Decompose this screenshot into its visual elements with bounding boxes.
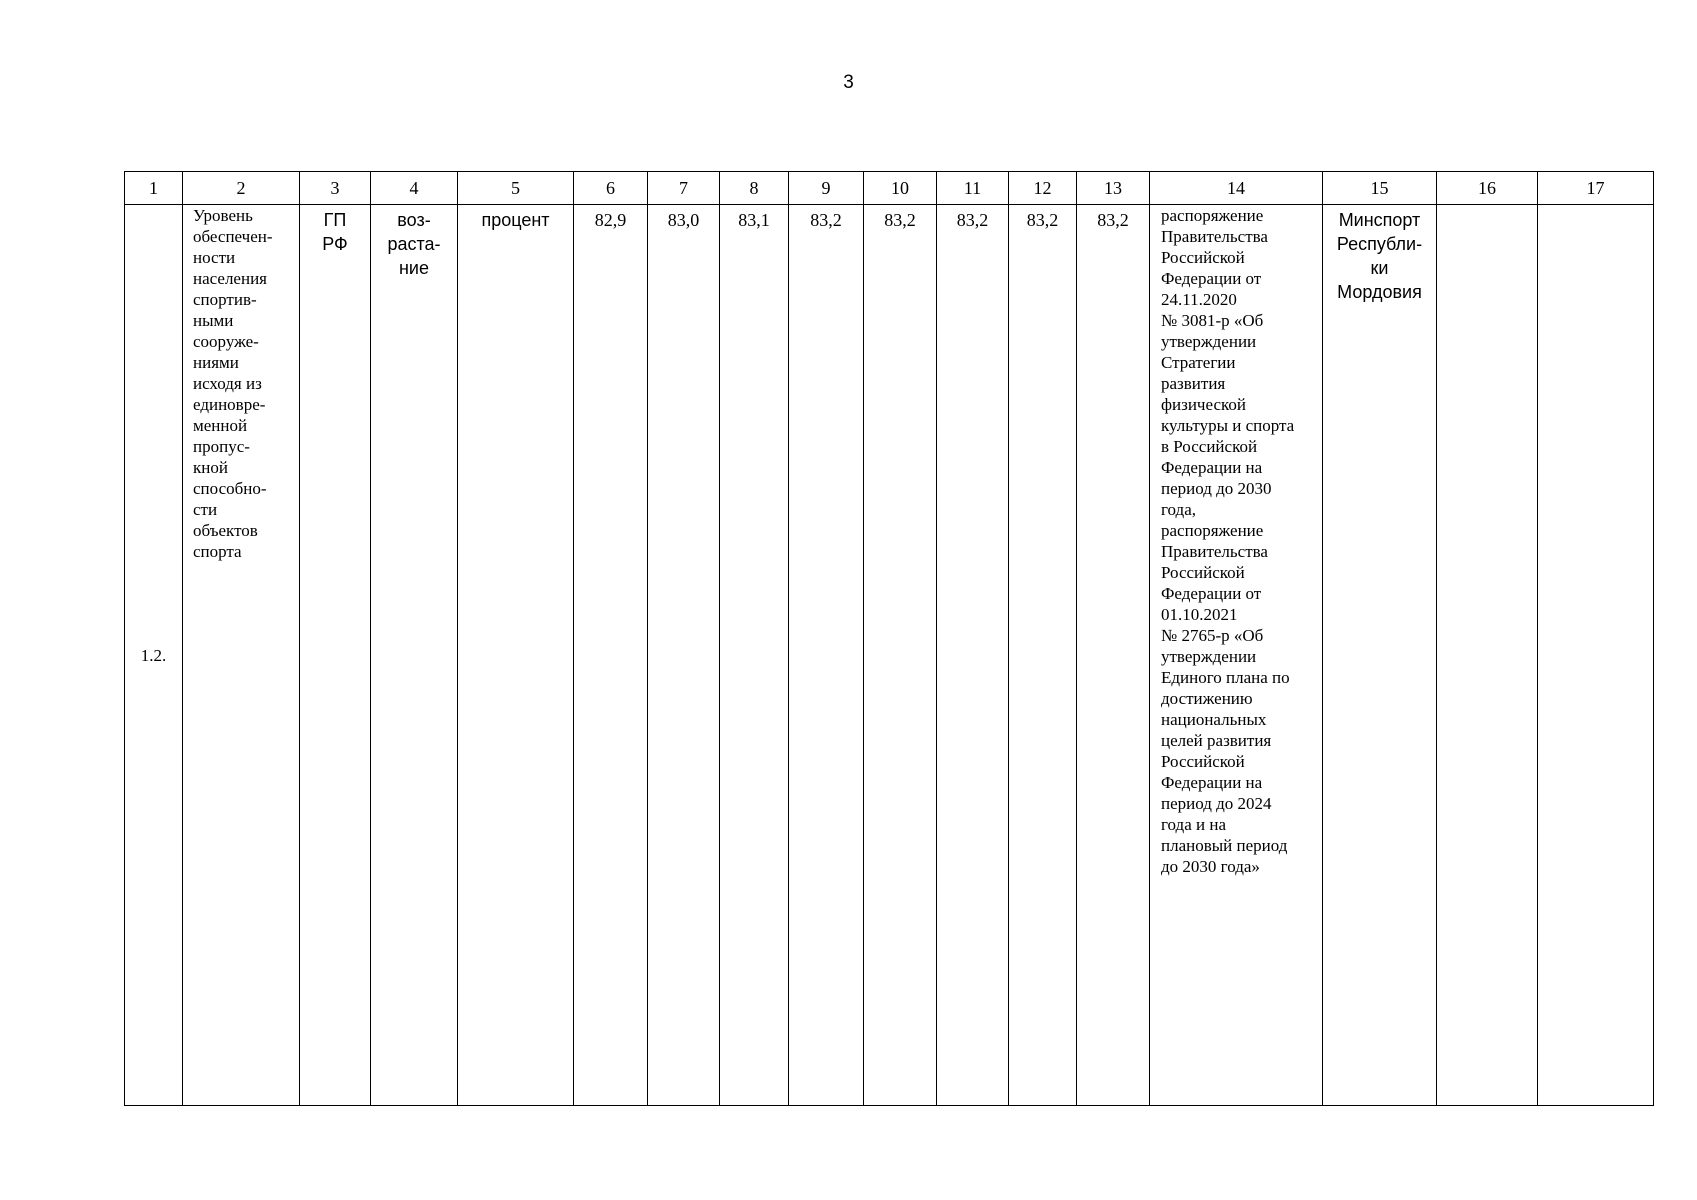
value: 83,0	[667, 210, 700, 230]
header-cell: 6	[574, 172, 648, 205]
value-cell	[789, 205, 864, 1106]
header-cell: 4	[371, 172, 458, 205]
indicators-table	[124, 171, 1654, 1106]
header-cell: 1	[125, 172, 183, 205]
responsible-executor: Минспорт Республи- ки Мордовия	[1336, 210, 1423, 302]
value: 83,2	[884, 210, 916, 230]
header-cell: 17	[1538, 172, 1654, 205]
value: 83,1	[738, 210, 770, 230]
header-cell: 11	[937, 172, 1009, 205]
source-cell	[1150, 205, 1323, 1106]
page-number: 3	[843, 72, 854, 93]
indicator-name: Уровень обеспечен- ности населения спортив- ными сооруже- ниями исходя из единовре- менной пропус- кной способно- сти объектов спорта	[193, 206, 273, 561]
header-cell: 12	[1009, 172, 1077, 205]
empty-cell	[1538, 205, 1654, 1106]
header-cell: 3	[300, 172, 371, 205]
unit-label: процент	[481, 210, 550, 230]
program-label: ГП РФ	[322, 210, 348, 254]
value-cell	[574, 205, 648, 1106]
trend-cell	[371, 205, 458, 1106]
value-cell	[720, 205, 789, 1106]
header-cell: 16	[1437, 172, 1538, 205]
header-cell: 14	[1150, 172, 1323, 205]
header-cell: 7	[648, 172, 720, 205]
empty-cell	[1437, 205, 1538, 1106]
header-cell: 13	[1077, 172, 1150, 205]
value: 82,9	[594, 210, 627, 230]
table-row	[125, 205, 1654, 1106]
responsible-cell	[1323, 205, 1437, 1106]
value: 83,2	[1026, 210, 1059, 230]
value-cell	[648, 205, 720, 1106]
header-cell: 5	[458, 172, 574, 205]
value-cell	[1077, 205, 1150, 1106]
value-cell	[937, 205, 1009, 1106]
program-cell	[300, 205, 371, 1106]
header-row	[125, 172, 1654, 205]
header-cell: 8	[720, 172, 789, 205]
header-cell: 2	[183, 172, 300, 205]
header-cell: 15	[1323, 172, 1437, 205]
source-document: распоряжение Правительства Российской Федерации от 24.11.2020 № 3081-р «Об утверждении Стратегии развития физической культуры и спорта в Российской Федерации на период до 2030 года, распоряжение Правительства Российской Федерации от 01.10.2021 № 2765-р «Об утверждении Единого плана по достижению национальных целей развития Российской Федерации на период до 2024 года и на плановый период до 2030 года»	[1161, 206, 1295, 876]
indicator-cell	[183, 205, 300, 1106]
trend-label: воз- раста- ние	[387, 210, 441, 278]
value-cell	[1009, 205, 1077, 1106]
row-number: 1.2.	[125, 205, 183, 1106]
value: 83,2	[956, 210, 989, 230]
header-cell: 10	[864, 172, 937, 205]
value-cell	[864, 205, 937, 1106]
unit-cell	[458, 205, 574, 1106]
value: 83,2	[810, 210, 842, 230]
value: 83,2	[1097, 210, 1129, 230]
header-cell: 9	[789, 172, 864, 205]
